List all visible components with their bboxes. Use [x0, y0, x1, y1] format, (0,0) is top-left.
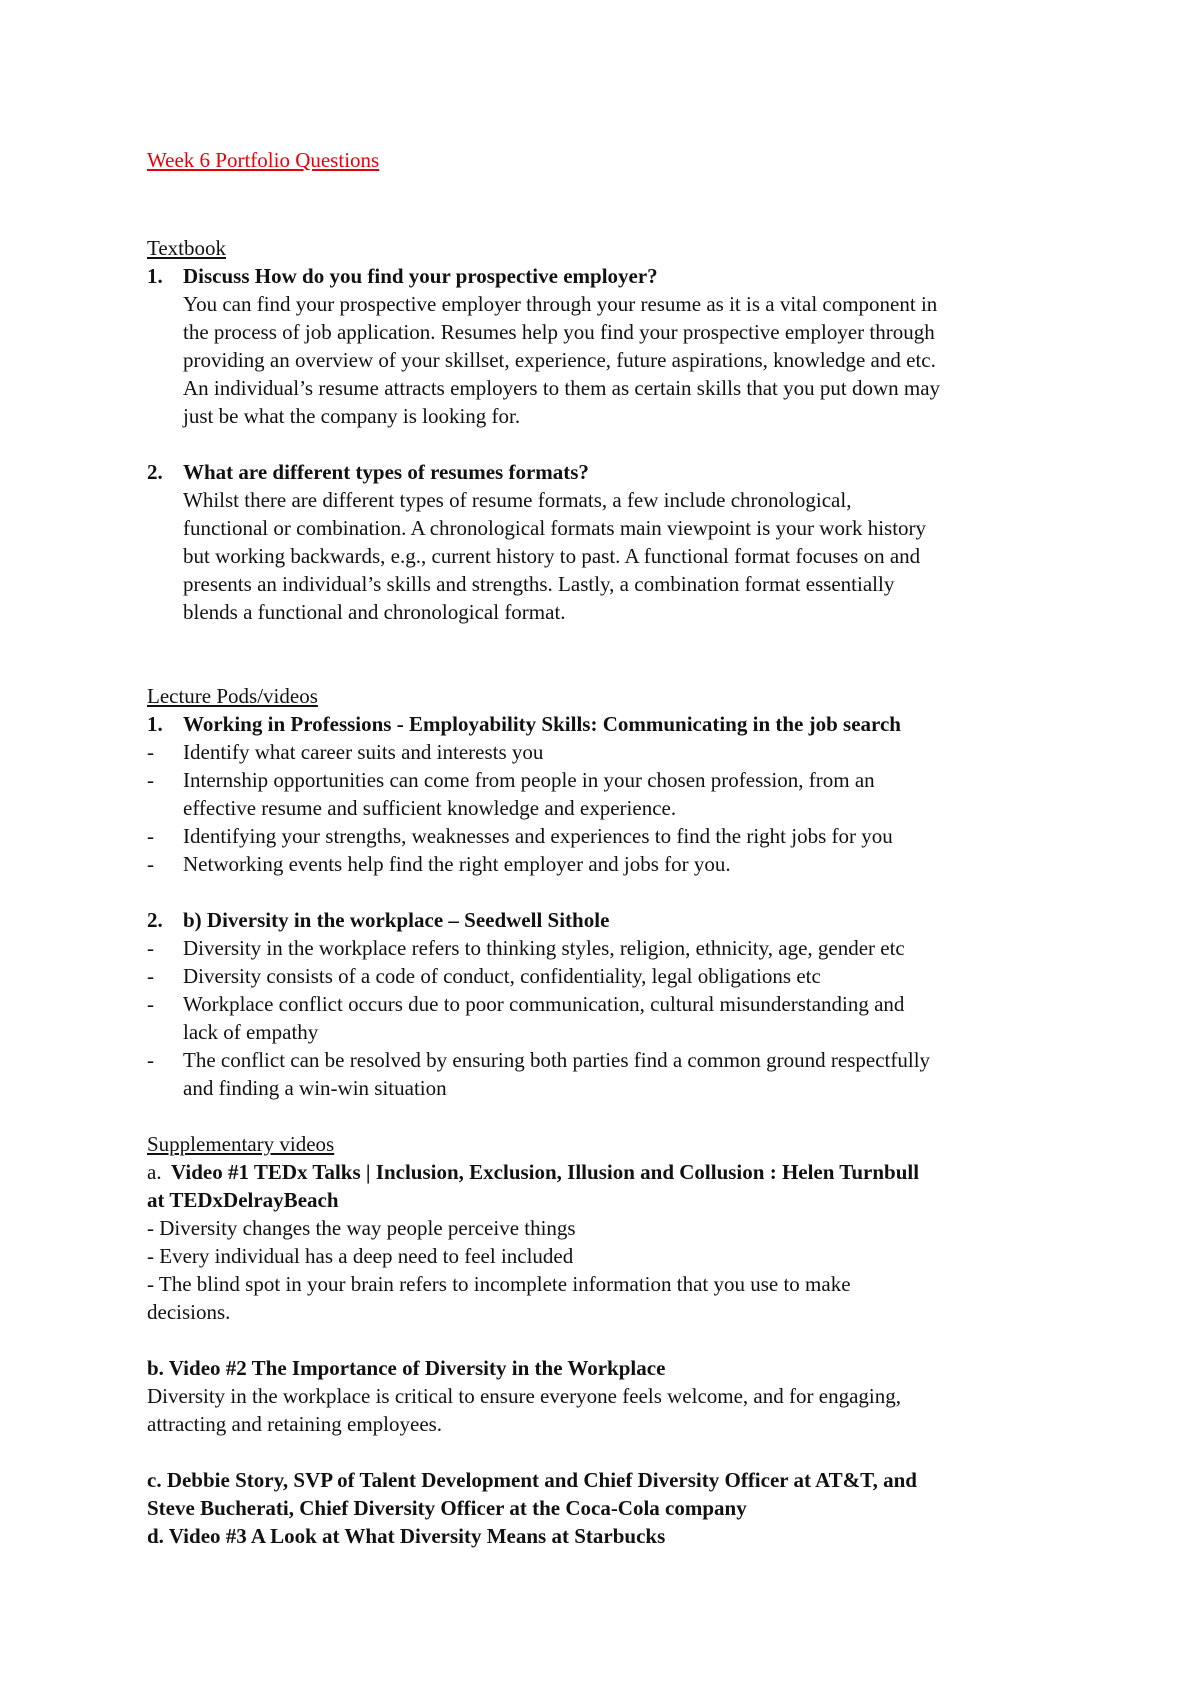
lecture-item2-bullet: The conflict can be resolved by ensuring both parties find a common ground respectfully	[183, 1048, 931, 1072]
q2-question: What are different types of resumes formats?	[183, 460, 589, 484]
q2-number: 2.	[147, 460, 163, 484]
q1-answer-line: An individual’s resume attracts employers to them as certain skills that you put down may	[183, 376, 941, 400]
bullet-dash: -	[147, 992, 154, 1016]
q1-answer-line: You can find your prospective employer through your resume as it is a vital component in	[183, 292, 938, 316]
supp-a-title: Video #1 TEDx Talks | Inclusion, Exclusion, Illusion and Collusion : Helen Turnbull	[171, 1160, 920, 1184]
bullet-dash: -	[147, 740, 154, 764]
supp-a-line: - The blind spot in your brain refers to incomplete information that you use to make	[147, 1272, 851, 1296]
bullet-dash: -	[147, 768, 154, 792]
q1-question: Discuss How do you find your prospective employer?	[183, 264, 658, 288]
textbook-heading: Textbook	[147, 236, 227, 260]
q1-answer-line: just be what the company is looking for.	[183, 404, 521, 428]
lecture-item1-bullet: Identify what career suits and interests you	[183, 740, 544, 764]
bullet-dash: -	[147, 936, 154, 960]
q1-answer-line: providing an overview of your skillset, experience, future aspirations, knowledge and etc.	[183, 348, 936, 372]
supp-a-line: - Diversity changes the way people perceive things	[147, 1216, 576, 1240]
lecture-item2-bullet-continued: lack of empathy	[183, 1020, 319, 1044]
q2-answer-line: functional or combination. A chronological formats main viewpoint is your work history	[183, 516, 927, 540]
bullet-dash: -	[147, 964, 154, 988]
q2-answer-line: but working backwards, e.g., current history to past. A functional format focuses on and	[183, 544, 921, 568]
q1-answer-line: the process of job application. Resumes help you find your prospective employer through	[183, 320, 935, 344]
supplementary-heading: Supplementary videos	[147, 1132, 335, 1156]
lecture-item2-bullet-continued: and finding a win-win situation	[183, 1076, 447, 1100]
bullet-dash: -	[147, 852, 154, 876]
q2-answer-line: blends a functional and chronological format.	[183, 600, 566, 624]
supp-d-title: d. Video #3 A Look at What Diversity Means at Starbucks	[147, 1524, 666, 1548]
lecture-heading: Lecture Pods/videos	[147, 684, 318, 708]
bullet-dash: -	[147, 824, 154, 848]
document-title: Week 6 Portfolio Questions	[147, 148, 380, 172]
supp-b-title: b. Video #2 The Importance of Diversity in the Workplace	[147, 1356, 666, 1380]
supp-a-line: - Every individual has a deep need to feel included	[147, 1244, 574, 1268]
supp-b-line: Diversity in the workplace is critical to ensure everyone feels welcome, and for engaging,	[147, 1384, 901, 1408]
lecture-item1-bullet: Internship opportunities can come from people in your chosen profession, from an	[183, 768, 875, 792]
supp-a-line: decisions.	[147, 1300, 231, 1324]
lecture-item2-bullet: Diversity consists of a code of conduct, confidentiality, legal obligations etc	[183, 964, 821, 988]
q2-answer-line: Whilst there are different types of resume formats, a few include chronological,	[183, 488, 852, 512]
supp-c-title: c. Debbie Story, SVP of Talent Development and Chief Diversity Officer at AT&T, and	[147, 1468, 917, 1492]
lecture-item1-bullet-continued: effective resume and sufficient knowledge and experience.	[183, 796, 677, 820]
lecture-item1-title: Working in Professions - Employability Skills: Communicating in the job search	[183, 712, 901, 736]
lecture-item2-bullet: Workplace conflict occurs due to poor communication, cultural misunderstanding and	[183, 992, 905, 1016]
q1-number: 1.	[147, 264, 163, 288]
lecture-item1-bullet: Identifying your strengths, weaknesses and experiences to find the right jobs for you	[183, 824, 893, 848]
lecture-item2-number: 2.	[147, 908, 163, 932]
lecture-item2-bullet: Diversity in the workplace refers to thinking styles, religion, ethnicity, age, gender etc	[183, 936, 905, 960]
supp-c-title-continued: Steve Bucherati, Chief Diversity Officer at the Coca-Cola company	[147, 1496, 747, 1520]
bullet-dash: -	[147, 1048, 154, 1072]
supp-a-title-continued: at TEDxDelrayBeach	[147, 1188, 339, 1212]
lecture-item2-title: b) Diversity in the workplace – Seedwell Sithole	[183, 908, 610, 932]
lecture-item1-number: 1.	[147, 712, 163, 736]
supp-a-prefix: a.	[147, 1160, 162, 1184]
lecture-item1-bullet: Networking events help find the right employer and jobs for you.	[183, 852, 731, 876]
supp-b-line: attracting and retaining employees.	[147, 1412, 443, 1436]
q2-answer-line: presents an individual’s skills and strengths. Lastly, a combination format essentially	[183, 572, 895, 596]
